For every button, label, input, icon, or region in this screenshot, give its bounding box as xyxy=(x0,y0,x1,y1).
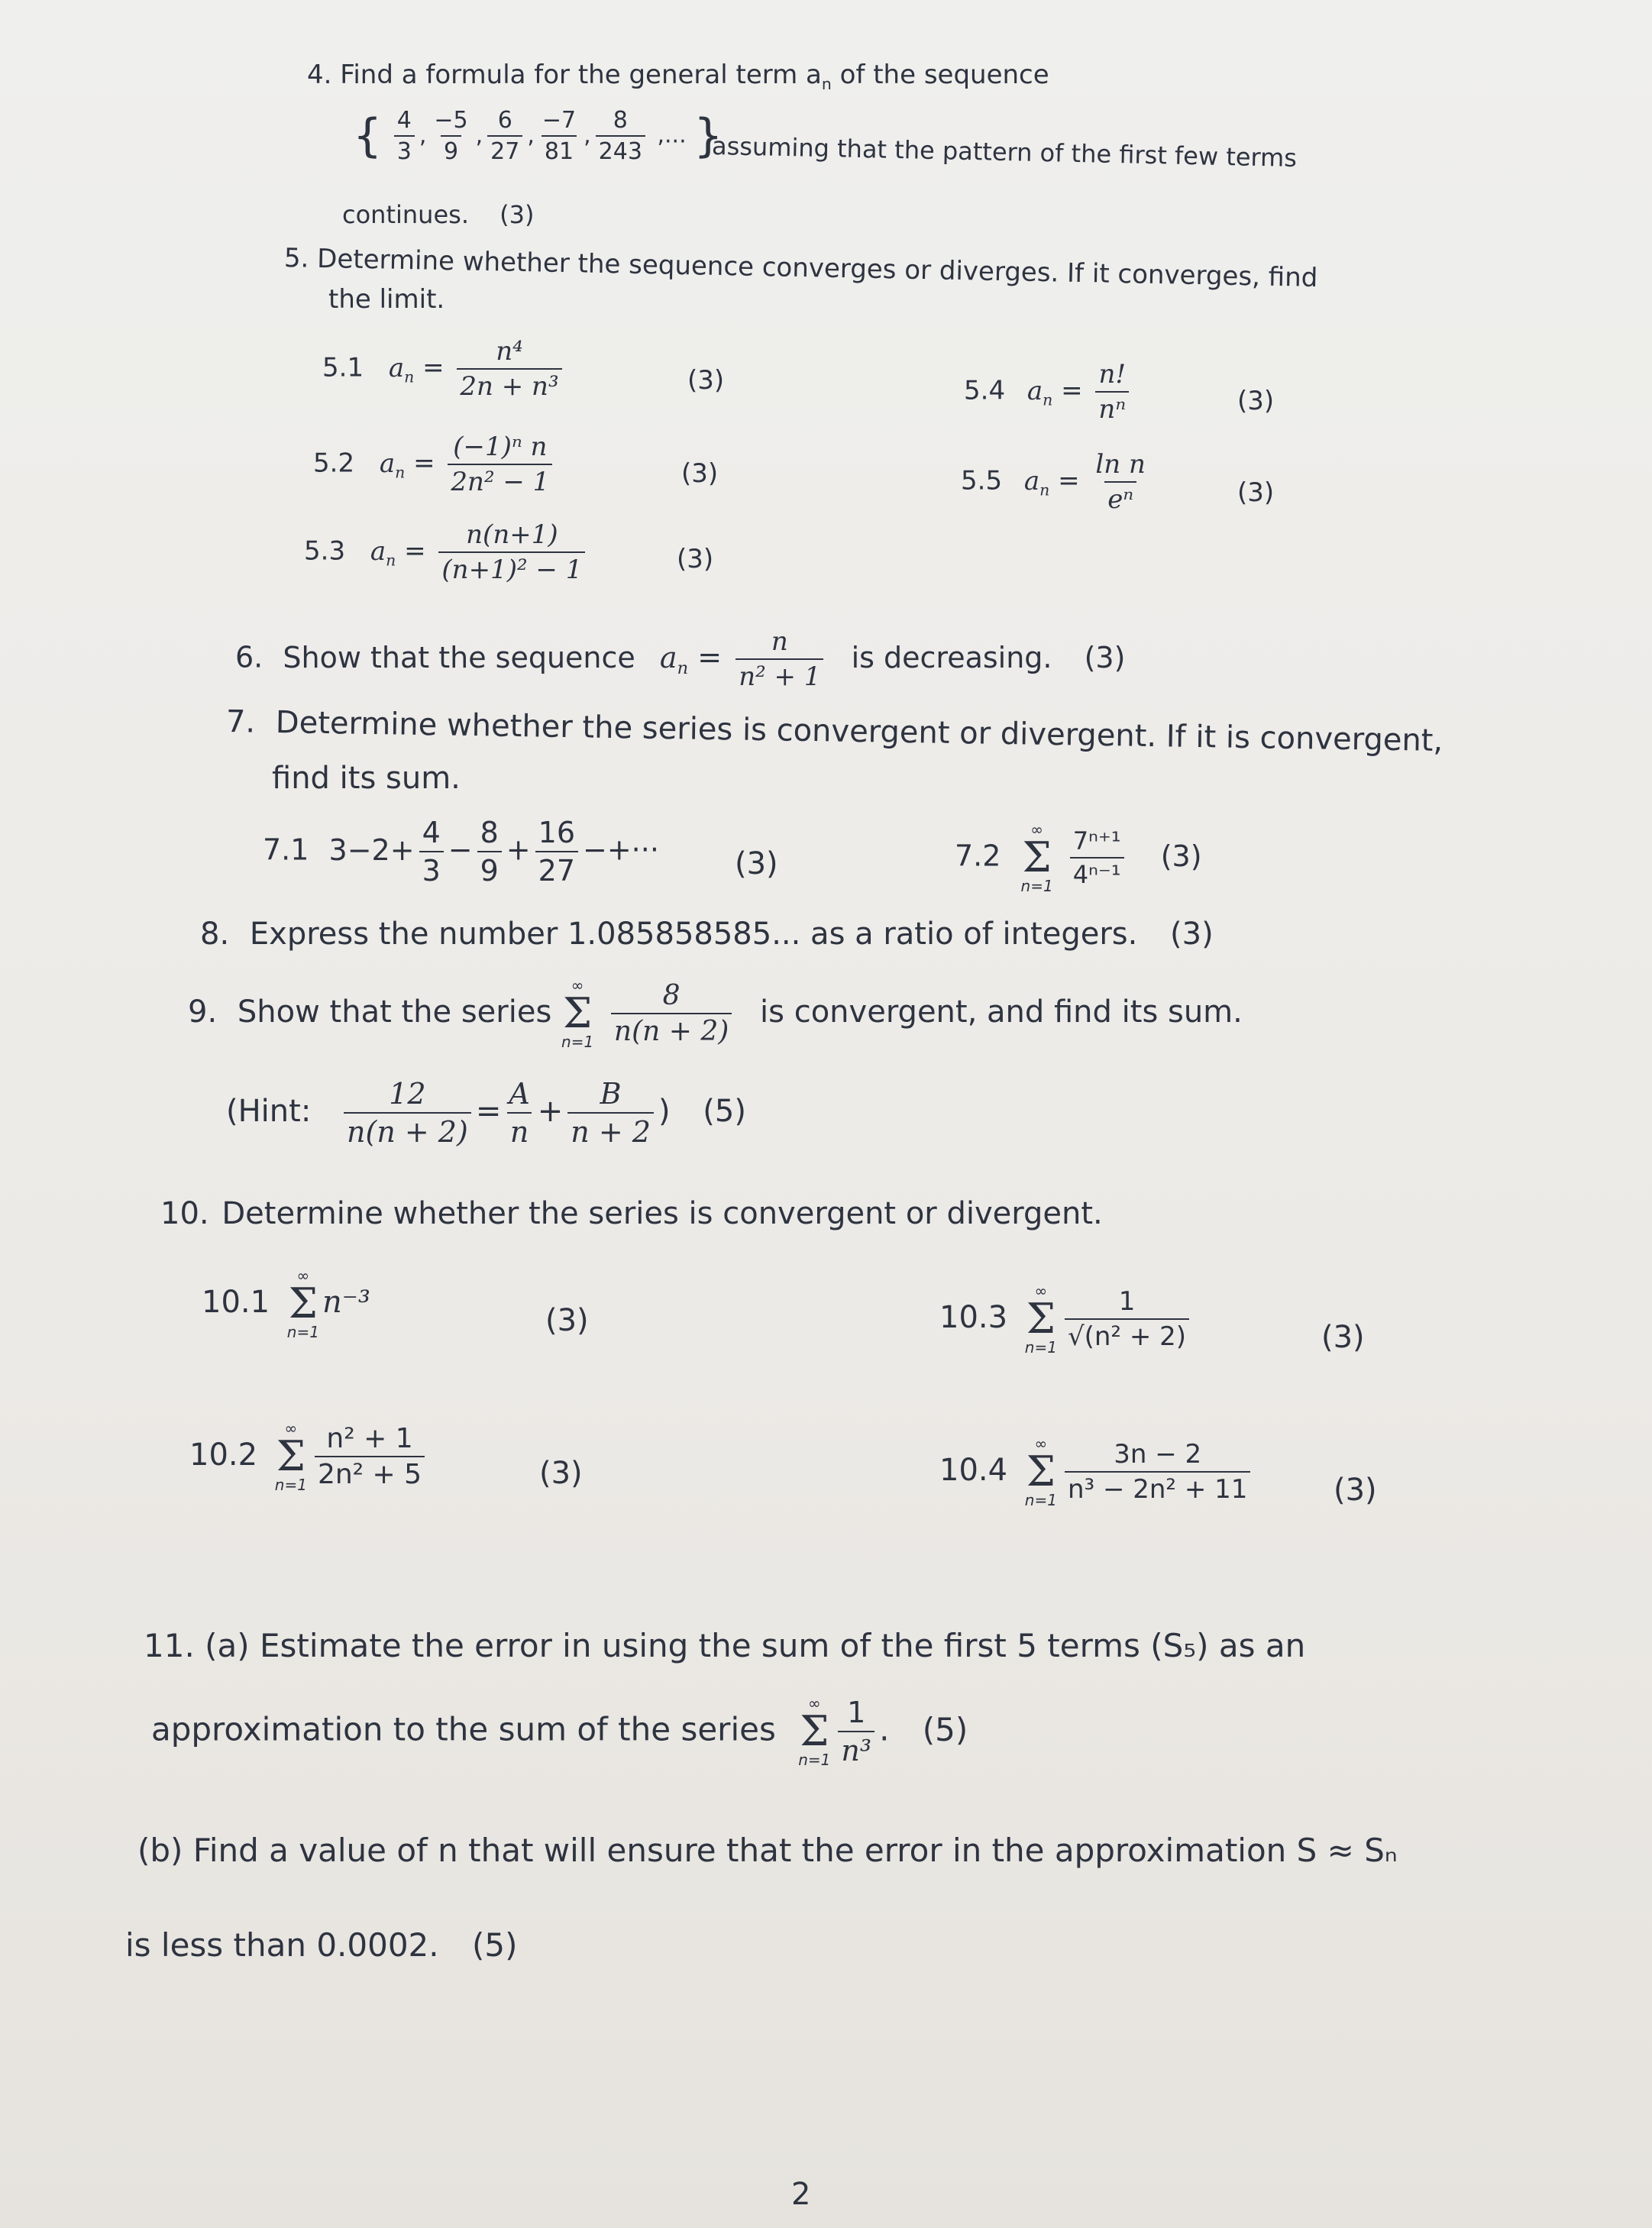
q11-a-numerator: 1 xyxy=(847,1696,866,1729)
q5-lhs-sub: n xyxy=(1039,480,1050,500)
q4-seq-numerator: 8 xyxy=(613,107,628,134)
q5-5-marks: (3) xyxy=(1237,477,1275,508)
q5-item-1: 5.1 $a_n$ = $\frac{\text{n⁴}}{\text{2n + n³}}$ xyxy=(322,336,567,402)
q7-2-marks: (3) xyxy=(1160,839,1202,873)
q4-seq-comma: , xyxy=(584,121,591,149)
q4-text: Find a formula for the general term a xyxy=(340,60,822,90)
q5-number: 5. xyxy=(283,243,309,274)
q7-1-frac2-num: 8 xyxy=(480,816,499,849)
q10-3-numerator: 1 xyxy=(1118,1286,1136,1317)
sigma-top: ∞ xyxy=(1034,1282,1048,1300)
q7-1-frac2-den: 9 xyxy=(477,851,502,888)
q10-4-denominator: n³ − 2n² + 11 xyxy=(1065,1471,1250,1505)
q6-number: 6. xyxy=(235,640,263,674)
q7-1-marks: (3) xyxy=(735,846,778,881)
q10-3-denominator: √(n² + 2) xyxy=(1065,1318,1189,1352)
q5-lhs: a xyxy=(1023,465,1040,496)
q9-hint-a-den: n xyxy=(507,1112,532,1149)
q5-item-label: 5.2 xyxy=(313,448,355,479)
q5-line2: the limit. xyxy=(328,284,445,315)
q4-seq-term xyxy=(487,107,522,165)
q9-hint-den: n(n + 2) xyxy=(344,1112,471,1149)
q9-text-b: is convergent, and find its sum. xyxy=(760,994,1243,1030)
q4-seq-comma: , xyxy=(475,121,483,149)
q4-continues-text: continues. xyxy=(342,200,469,229)
q7-1-label: 7.1 xyxy=(263,833,309,867)
q11-number: 11. xyxy=(144,1627,195,1664)
q9-hint-num: 12 xyxy=(389,1077,426,1111)
q5-3-marks: (3) xyxy=(677,544,714,574)
q10-text: Determine whether the series is convergent or divergent. xyxy=(221,1196,1103,1231)
q4-seq-term xyxy=(394,107,415,165)
q4-seq-numerator: 6 xyxy=(497,107,512,134)
q7-1-frac3-num: 16 xyxy=(538,816,575,849)
sigma-top: ∞ xyxy=(296,1266,310,1285)
q8-text: Express the number 1.085858585... as a ratio of integers. xyxy=(249,917,1138,952)
q5-line1: Determine whether the sequence converges or diverges. If it converges, find xyxy=(316,243,1318,293)
sigma-top: ∞ xyxy=(1030,820,1043,839)
q4-sequence-terms xyxy=(390,107,650,165)
q9 xyxy=(188,978,1243,1049)
q5-4-numerator: n! xyxy=(1098,359,1127,390)
q5-lhs: a xyxy=(379,448,396,479)
q10-4-label: 10.4 xyxy=(939,1453,1008,1488)
q8-number: 8. xyxy=(200,917,230,952)
q4-sub: n xyxy=(821,74,832,93)
q6-text-b: is decreasing. xyxy=(851,640,1052,674)
q7-2-denominator: 4ⁿ⁻¹ xyxy=(1070,857,1124,889)
q4-seq-denominator: 81 xyxy=(542,135,577,165)
q5-1-denominator: 2n + n³ xyxy=(457,368,561,402)
q11-b-marks: (5) xyxy=(472,1926,518,1964)
q9-text: Show that the series xyxy=(237,994,552,1030)
q10-heading xyxy=(160,1196,1103,1231)
q4-seq-term xyxy=(431,107,470,165)
q5-5-numerator: ln n xyxy=(1095,449,1146,480)
q10-1-expr: n⁻³ xyxy=(322,1285,370,1320)
q5-1-marks: (3) xyxy=(687,365,725,396)
sigma-bottom: n=1 xyxy=(1024,1491,1057,1509)
q4-seq-numerator: −7 xyxy=(542,107,577,134)
sigma-icon: ∞ Σ n=1 xyxy=(798,1694,831,1769)
q7-item-1 xyxy=(263,816,659,888)
sigma-bottom: n=1 xyxy=(286,1323,319,1341)
q11-a-text: (a) Estimate the error in using the sum of the first 5 terms (S₅) as an xyxy=(205,1627,1306,1664)
sigma-icon: ∞ Σ n=1 xyxy=(1020,820,1053,895)
q5-lhs: a xyxy=(1026,375,1043,406)
q10-2-numerator: n² + 1 xyxy=(326,1423,413,1454)
q8-marks: (3) xyxy=(1170,917,1214,952)
q4-seq-denominator: 9 xyxy=(441,135,461,165)
sigma-bottom: n=1 xyxy=(561,1033,594,1051)
q9-marks: (5) xyxy=(703,1094,746,1129)
q5-item-label: 5.3 xyxy=(304,535,346,567)
q4-sequence: { $\frac{4}{3}$ , $\frac{-5}{9}$ , $\frac{6}{27}$ , $\frac{-7}{81}$ , $\frac{8}{243}$ ,... } xyxy=(353,107,723,165)
q7-1-tail: −+··· xyxy=(583,833,659,867)
q11-b-line2-text: is less than 0.0002. xyxy=(125,1926,439,1964)
sigma-top: ∞ xyxy=(284,1419,298,1437)
q5-item-2: 5.2 $a_n$ = $\frac{\text{(−1)ⁿ n}}{\text{2n² − 1}}$ xyxy=(313,432,557,497)
q7-2-numerator: 7ⁿ⁺¹ xyxy=(1072,826,1121,855)
q5-item-label: 5.4 xyxy=(964,375,1006,406)
q10-3-label: 10.3 xyxy=(939,1300,1008,1335)
q5-4-marks: (3) xyxy=(1237,386,1275,416)
q4-continues xyxy=(342,200,534,229)
q4-seq-term xyxy=(539,107,579,165)
q7-1-op2: + xyxy=(506,833,531,867)
sigma-bottom: n=1 xyxy=(274,1476,307,1494)
q9-hint-a-num: A xyxy=(509,1077,530,1111)
page-number: 2 xyxy=(791,2177,811,2212)
q6: 6. Show that the sequence $a_n$ = $\frac{n}{\text{n² + 1}}$ is decreasing. (3) xyxy=(235,626,1126,692)
q5-3-numerator: n(n+1) xyxy=(466,519,558,550)
q11-a-line2-text: approximation to the sum of the series xyxy=(151,1710,776,1748)
q7-1-frac1-den: 3 xyxy=(419,851,444,888)
q5-3-denominator: (n+1)² − 1 xyxy=(438,551,585,585)
q7-item-2 xyxy=(955,822,1202,894)
q5-lhs: a xyxy=(388,352,405,383)
sigma-top: ∞ xyxy=(1034,1434,1048,1453)
q9-hint: (Hint: $\frac{12}{n(n + 2)}$ = $\frac{A}{n}$ + $\frac{B}{n + 2}$ ) (5) xyxy=(226,1077,746,1149)
q5-lhs: a xyxy=(370,535,386,567)
q7-1-frac3-den: 27 xyxy=(535,851,578,888)
q4-number: 4. xyxy=(307,60,332,90)
q9-hint-close: ) xyxy=(658,1094,671,1129)
q10-4-numerator: 3n − 2 xyxy=(1114,1439,1202,1470)
sigma-icon: ∞ Σ n=1 xyxy=(1024,1434,1057,1509)
q9-hint-b-den: n + 2 xyxy=(567,1112,654,1149)
q10-2-label: 10.2 xyxy=(189,1437,258,1473)
sigma-bottom: n=1 xyxy=(1024,1338,1057,1357)
sigma-icon: ∞ Σ n=1 xyxy=(1024,1282,1057,1357)
q5-item-label: 5.1 xyxy=(322,352,364,383)
q6-marks: (3) xyxy=(1084,640,1126,674)
sigma-icon: ∞ Σ n=1 xyxy=(274,1419,307,1494)
q5-item-4: 5.4 $a_n$ = $\frac{n!}{\text{nⁿ}}$ xyxy=(964,359,1133,425)
q5-item-label: 5.5 xyxy=(961,465,1003,496)
q9-denominator: n(n + 2) xyxy=(611,1013,732,1047)
sigma-bottom: n=1 xyxy=(798,1751,831,1769)
q11-b-line2 xyxy=(125,1926,518,1964)
q6-text: Show that the sequence xyxy=(283,640,635,674)
q4-seq-comma: , xyxy=(419,121,427,149)
q5-4-denominator: nⁿ xyxy=(1095,391,1129,425)
q6-denominator: n² + 1 xyxy=(735,658,823,692)
q10-3-marks: (3) xyxy=(1321,1320,1365,1355)
sigma-icon: ∞ Σ n=1 xyxy=(561,976,594,1051)
sigma-bottom: n=1 xyxy=(1020,877,1053,895)
q7-line1: Determine whether the series is convergent or divergent. If it is convergent, xyxy=(275,705,1443,759)
q9-numerator: 8 xyxy=(662,980,681,1011)
q4-seq-denominator: 243 xyxy=(596,135,645,165)
q10-2-marks: (3) xyxy=(539,1456,583,1491)
q6-lhs: a xyxy=(659,640,677,674)
q5-2-numerator: (−1)ⁿ n xyxy=(453,432,548,462)
q5-1-numerator: n⁴ xyxy=(496,336,523,367)
q7-1-frac1-num: 4 xyxy=(422,816,441,849)
sigma-top: ∞ xyxy=(807,1694,821,1712)
q7-1-op1: − xyxy=(448,833,473,867)
q11-a-marks: (5) xyxy=(922,1710,968,1748)
q5-lhs-sub: n xyxy=(404,367,415,386)
q10-2-denominator: 2n² + 5 xyxy=(315,1456,425,1490)
q11-a-denominator: n³ xyxy=(838,1731,874,1767)
q4-seq-denominator: 27 xyxy=(487,135,522,165)
q7-number: 7. xyxy=(225,704,256,740)
q5-2-denominator: 2n² − 1 xyxy=(448,464,552,497)
q10-4-marks: (3) xyxy=(1334,1473,1377,1508)
q11-a xyxy=(144,1627,1305,1664)
q10-item-3 xyxy=(939,1283,1194,1355)
q4-seq-comma: , xyxy=(527,121,535,149)
q5-lhs-sub: n xyxy=(1043,390,1053,409)
q4-seq-denominator: 3 xyxy=(394,135,415,165)
q4-marks: (3) xyxy=(499,200,535,229)
q11-a-line2: approximation to the sum of the series ∞ Σ n=1 $\frac{1}{\text{n³}}$ . (5) xyxy=(151,1694,968,1769)
q5-5-denominator: eⁿ xyxy=(1104,481,1136,515)
q10-1-label: 10.1 xyxy=(202,1285,270,1320)
q7-line2: find its sum. xyxy=(272,761,461,796)
q9-hint-b-num: B xyxy=(600,1077,622,1111)
q4-seq-tail: ,... xyxy=(657,121,687,149)
sigma-icon: ∞ Σ n=1 xyxy=(286,1266,319,1341)
q9-hint-label: (Hint: xyxy=(226,1094,312,1129)
q10-item-1 xyxy=(202,1268,370,1340)
q10-item-4 xyxy=(939,1436,1255,1508)
q8 xyxy=(200,917,1214,952)
q5-2-marks: (3) xyxy=(681,458,719,489)
q5-lhs-sub: n xyxy=(386,551,396,570)
q6-numerator: n xyxy=(771,626,788,657)
q7-heading xyxy=(226,704,1443,758)
q7-2-label: 7.2 xyxy=(955,839,1001,873)
q4-text-b: of the sequence xyxy=(831,60,1049,90)
q10-item-2 xyxy=(189,1421,429,1492)
q6-lhs-sub: n xyxy=(677,658,689,679)
q4-assumption-text: assuming that the pattern of the first few terms xyxy=(711,131,1298,173)
q4-seq-numerator: −5 xyxy=(434,107,468,134)
sigma-top: ∞ xyxy=(571,976,584,994)
q4-heading xyxy=(307,60,1049,93)
q4-seq-numerator: 4 xyxy=(396,107,412,134)
q9-number: 9. xyxy=(188,994,218,1030)
q5-lhs-sub: n xyxy=(395,463,406,482)
q5-item-5: 5.5 $a_n$ = $\frac{\text{ln n}}{\text{eⁿ}}$ xyxy=(961,449,1153,515)
q7-1-start: 3−2+ xyxy=(328,833,415,867)
q5-item-3: 5.3 $a_n$ = $\frac{n(n+1)}{\text{(n+1)² − 1}}$ xyxy=(304,519,590,585)
q11-b-text: (b) Find a value of n that will ensure that the error in the approximation S ≈ Sₙ xyxy=(137,1832,1398,1869)
q10-number: 10. xyxy=(160,1196,209,1231)
q4-seq-term xyxy=(596,107,645,165)
q10-1-marks: (3) xyxy=(545,1303,589,1338)
